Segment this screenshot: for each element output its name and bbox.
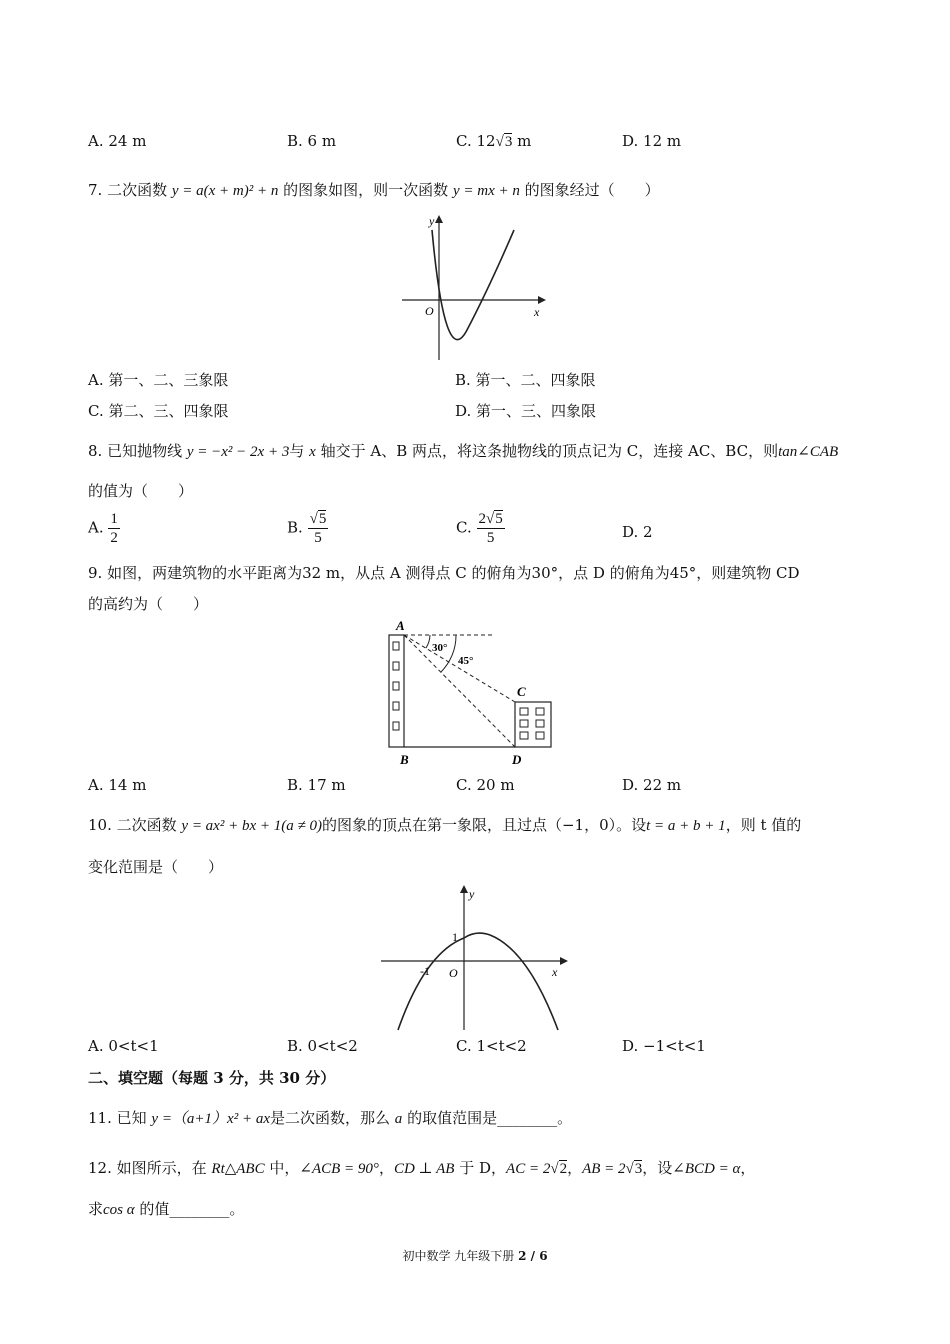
q12-line2-prefix: 求 [88,1200,104,1218]
q12-t3: 于 D， [459,1159,507,1177]
q6-option-a: A. 24 m [88,132,147,150]
q6-option-b: B. 6 m [287,132,337,150]
q9-angle1-label: 30° [432,642,448,654]
q7-option-c: C. 第二、三、四象限 [88,402,229,420]
q9-window [536,720,544,727]
q8-c-coef: 2 [478,511,486,527]
q9-stem-line1: 9. 如图，两建筑物的水平距离为32 m，从点 A 测得点 C 的俯角为30°，点 D 的俯角为45°，则建筑物 CD [88,564,800,582]
q8-b-label: B. [287,518,303,537]
q9-window [393,662,399,670]
q10-stem-line2: 变化范围是（ ） [88,858,224,876]
q8-c-fraction: $\frac{2√5}{5}$ [478,511,503,546]
q11-var: a [394,1111,403,1127]
q9-option-c: C. 20 m [456,776,515,794]
q10-x-arrow [560,957,568,965]
q11-mid: 是二次函数，那么 [270,1109,391,1127]
q8-option-b [287,510,328,547]
q9-point-d: D [512,752,522,767]
q9-point-a: A [396,618,405,633]
q7-stem [88,180,660,201]
q7-y-arrow [435,215,443,223]
q6-c-prefix: C. 12 [456,132,496,150]
q9-sightline-ac [404,635,515,702]
q8-c-den: 5 [486,530,495,546]
q11-stem [88,1108,572,1129]
q12-t4: ， [567,1159,583,1177]
q10-one-label: 1 [452,930,458,944]
q9-sightline-ad [404,635,515,747]
q12-angle: ∠ACB = 90° [299,1161,379,1177]
q10-parabola-curve [398,933,558,1030]
page-footer [0,1248,950,1264]
footer-text: 初中数学 九年级下册 [402,1249,515,1263]
q12-triangle: Rt△ABC [211,1161,265,1177]
q12-stem-line2 [88,1199,244,1220]
q12-cos: cos α [103,1202,135,1218]
q12-line2-suffix: 的值________。 [139,1200,245,1218]
q8-prefix: 8. 已知抛物线 [88,442,183,460]
q11-prefix: 11. 已知 [88,1109,147,1127]
q12-perp: CD ⊥ AB [393,1161,455,1177]
q8-a-num: 1 [110,511,118,527]
q8-option-a [88,510,120,547]
q9-window [393,722,399,730]
q10-y-label: y [469,887,475,901]
footer-page-number: 2 / 6 [518,1249,548,1263]
q8-stem-line2: 的值为（ ） [88,482,194,500]
q12-t6: ， [740,1159,756,1177]
q7-suffix: 的图象经过（ ） [524,181,660,199]
q6-c-unit: m [512,132,532,150]
q7-eq1: y = a(x + m)² + n [171,183,279,199]
q10-prefix: 10. 二次函数 [88,816,177,834]
q9-option-b: B. 17 m [287,776,346,794]
q9-stem-line2: 的高约为（ ） [88,595,209,613]
q9-window [393,642,399,650]
q10-teq: t = a + b + 1 [646,818,726,834]
q9-building-figure [384,615,564,770]
q9-window [520,732,528,739]
q10-eq: y = ax² + bx + 1(a ≠ 0) [181,818,322,834]
q10-y-arrow [460,885,468,893]
q12-prefix: 12. 如图所示，在 [88,1159,207,1177]
q12-ab-rad: 3 [634,1161,643,1177]
q8-eq: y = −x² − 2x + 3 [186,444,290,460]
q7-parabola-graph [396,210,556,365]
q12-stem-line1: 12. 如图所示，在 Rt△ABC 中，∠ACB = 90°，CD ⊥ AB 于 D，AC = 2√2，AB = 2√3，设∠BCD = α， [88,1159,756,1177]
q8-stem-line1 [88,441,838,462]
q7-x-arrow [538,296,546,304]
q12-t1: 中， [269,1159,300,1177]
q8-c-num-rad: 5 [495,511,503,527]
q12-ab-prefix: AB = 2 [582,1161,626,1177]
q10-option-d: D. −1<t<1 [622,1037,706,1055]
q10-option-c: C. 1<t<2 [456,1037,527,1055]
q10-stem-line1 [88,815,801,836]
q9-point-b: B [400,752,409,767]
q8-b-den: 5 [314,530,322,546]
q9-window [393,682,399,690]
q8-c-label: C. [456,518,472,537]
q7-option-a: A. 第一、二、三象限 [88,371,229,389]
q10-neg-one-label: -1 [420,964,430,978]
q12-ac-prefix: AC = 2 [506,1161,551,1177]
q7-origin-label: O [425,304,434,318]
q8-tan: tan∠CAB [778,444,839,460]
q7-mid: 的图象如图，则一次函数 [283,181,449,199]
q11-eq: y =（a+1）x² + ax [151,1111,270,1127]
q10-mid: 的图象的顶点在第一象限，且过点（−1，0）。设 [321,816,647,834]
q8-a-fraction [108,510,120,547]
q8-b-fraction: $\frac{√5}{5}$ [309,511,327,546]
q12-ac-rad: 2 [559,1161,568,1177]
q9-window [393,702,399,710]
q8-mid1: 与 [289,442,305,460]
q9-window [536,708,544,715]
q6-c-radicand: 3 [504,134,513,150]
q7-parabola-curve [432,230,514,340]
section-fill-in-title: 二、填空题（每题 3 分，共 30 分） [88,1069,336,1087]
q7-option-d: D. 第一、三、四象限 [455,402,597,420]
q10-origin-label: O [449,966,458,980]
q6-option-d: D. 12 m [622,132,682,150]
q8-a-den: 2 [110,530,118,546]
q7-y-label: y [429,214,435,228]
q9-option-d: D. 22 m [622,776,682,794]
q6-option-c: C. 12√3 m [456,132,532,150]
q9-angle2-label: 45° [458,655,474,667]
q8-option-d: D. 2 [622,523,653,541]
q9-window [536,732,544,739]
q8-b-num-rad: 5 [318,511,327,527]
q9-window [520,720,528,727]
q8-var: x [309,444,316,460]
q8-option-c [456,510,505,547]
q12-t2: ， [378,1159,394,1177]
q9-window [520,708,528,715]
q10-option-a: A. 0<t<1 [88,1037,159,1055]
q12-t5: ，设 [642,1159,673,1177]
q7-x-label: x [534,305,540,319]
q11-suffix: 的取值范围是________。 [407,1109,573,1127]
q12-bcd: ∠BCD = α [672,1161,741,1177]
q7-option-b: B. 第一、二、四象限 [455,371,596,389]
q10-option-b: B. 0<t<2 [287,1037,358,1055]
q10-suffix: ，则 t 值的 [725,816,802,834]
q9-angle-arc-30 [426,635,430,648]
q7-prefix: 7. 二次函数 [88,181,168,199]
q8-a-label: A. [88,518,104,537]
q7-eq2: y = mx + n [452,183,520,199]
q9-point-c: C [517,684,526,699]
q10-parabola-graph [378,880,573,1035]
q10-x-label: x [552,965,558,979]
q9-option-a: A. 14 m [88,776,147,794]
q8-mid2: 轴交于 A、B 两点，将这条抛物线的顶点记为 C，连接 AC、BC，则 [320,442,779,460]
